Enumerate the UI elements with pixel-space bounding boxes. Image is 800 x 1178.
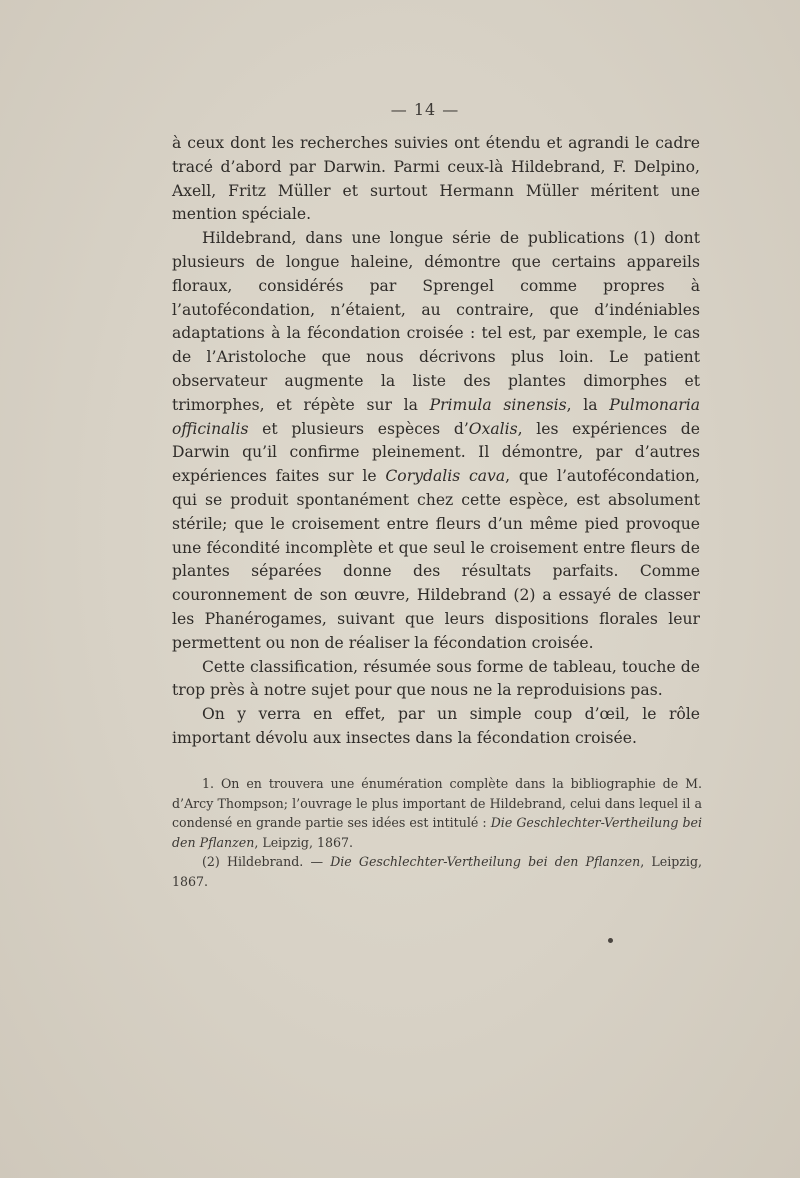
text-run: , la bbox=[566, 395, 610, 414]
italic-text-run: Die Geschlechter-Vertheilung bei den Pflanzen bbox=[330, 854, 641, 869]
ink-speck bbox=[608, 938, 613, 943]
paragraph-3 bbox=[172, 656, 700, 704]
text-run: (2) Hildebrand. — bbox=[202, 854, 331, 869]
page-number: — 14 — bbox=[390, 100, 460, 119]
italic-text-run: Oxalis bbox=[468, 419, 518, 438]
text-run: , les expériences de Darwin qu’il confirme pleinement. Il démontre, par d’autres expériences faites sur le bbox=[172, 419, 700, 486]
paragraph-4 bbox=[172, 703, 700, 751]
paragraph-1 bbox=[172, 132, 700, 227]
text-run: et plusieurs espèces d’ bbox=[248, 419, 469, 438]
text-run: , Leipzig, 1867. bbox=[254, 834, 354, 850]
footnotes bbox=[172, 774, 702, 891]
text-run: , Leipzig, 1867. bbox=[172, 854, 703, 889]
italic-text-run: Corydalis cava bbox=[385, 467, 506, 486]
italic-text-run: Die Geschlechter-Vertheilung bei den Pflanzen bbox=[172, 815, 702, 850]
text-run: 1. On en trouvera une énumération complète dans la bibliographie de M. d’Arcy Thompson; l’ouvrage le plus important de Hildebrand, celui dans lequel il a condensé en grande partie ses idées est intitulé : bbox=[172, 776, 702, 830]
text-run: On y verra en effet, par un simple coup d’œil, le rôle important dévolu aux insectes dans la fécondation croisée. bbox=[172, 705, 700, 747]
text-run: Hildebrand, dans une longue série de publications (1) dont plusieurs de longue haleine, démontre que certains appareils floraux, considérés par Sprengel comme propres à l’autofécondation, n’étaient, au contraire, que d’indéniables adaptations à la fécondation croisée : tel est, par exemple, le cas de l’Aristoloche que nous décrivons plus loin. Le patient observateur augmente la liste des plantes dimorphes et trimorphes, et répète sur la bbox=[172, 229, 700, 414]
footnote-2 bbox=[172, 852, 702, 891]
italic-text-run: Pulmonaria officinalis bbox=[172, 395, 700, 438]
text-run: , que l’autofécondation, qui se produit spontanément chez cette espèce, est absolument stérile; que le croisement entre fleurs d’un même pied provoque une fécondité incomplète et que seul le croisement entre fleurs de plantes séparées donne des résultats parfaits. Comme couronnement de son œuvre, Hildebrand (2) a essayé de classer les Phanérogames, suivant que leurs dispositions florales leur permettent ou non de réaliser la fécondation croisée. bbox=[172, 467, 700, 652]
footnote-1 bbox=[172, 774, 702, 852]
italic-text-run: Primula sinensis bbox=[429, 395, 567, 414]
body-text bbox=[172, 132, 700, 751]
text-run: Cette classification, résumée sous forme de tableau, touche de trop près à notre sujet pour que nous ne la reproduisions pas. bbox=[172, 657, 700, 700]
paragraph-2 bbox=[172, 227, 700, 655]
text-run: à ceux dont les recherches suivies ont étendu et agrandi le cadre tracé d’abord par Darwin. Parmi ceux-là Hildebrand, F. Delpino, Axell, Fritz Müller et surtout Hermann Müller méritent une mention spéciale. bbox=[172, 134, 700, 224]
